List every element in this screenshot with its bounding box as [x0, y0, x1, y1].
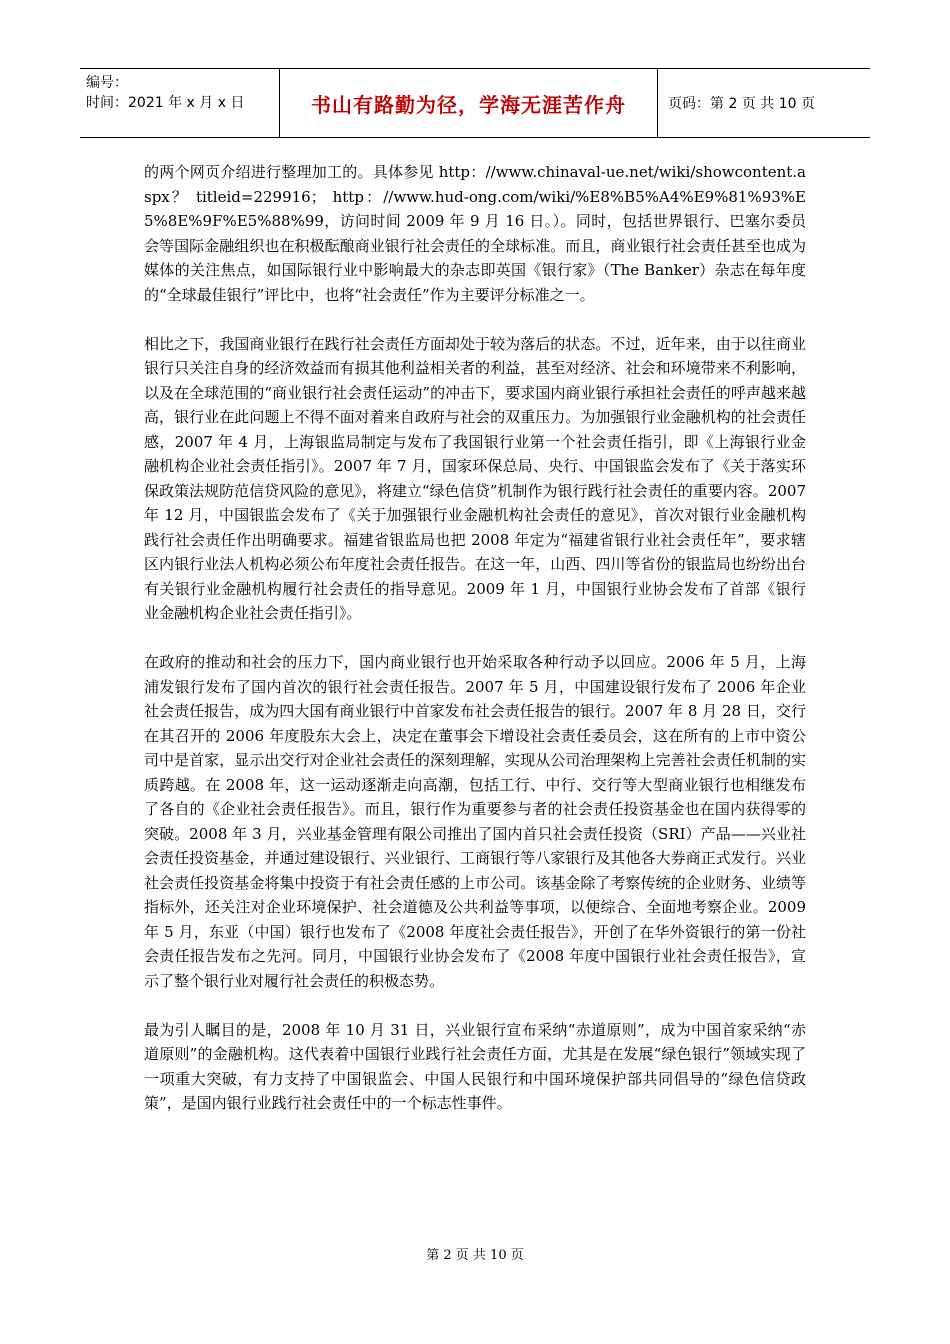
- paragraph: 相比之下，我国商业银行在践行社会责任方面却处于较为落后的状态。不过，近年来，由于以往商业银行只关注自身的经济效益而有损其他利益相关者的利益，甚至对经济、社会和环境带来不利影响，以及在全球范围的“商业银行社会责任运动”的冲击下，要求国内商业银行承担社会责任的呼声越来越高，银行业在此问题上不得不面对着来自政府与社会的双重压力。为加强银行业金融机构的社会责任感，2007 年 4 月，上海银监局制定与发布了我国银行业第一个社会责任指引，即《上海银行业金融机构企业社会责任指引》。2007 年 7 月，国家环保总局、央行、中国银监会发布了《关于落实环保政策法规防范信贷风险的意见》，将建立“绿色信贷”机制作为银行践行社会责任的重要内容。2007 年 12 月，中国银监会发布了《关于加强银行业金融机构社会责任的意见》，首次对银行业金融机构践行社会责任作出明确要求。福建省银监局也把 2008 年定为“福建省银行业社会责任年”，要求辖区内银行业法人机构必须公布年度社会责任报告。在这一年，山西、四川等省份的银监局也纷纷出台有关银行业金融机构履行社会责任的指导意见。2009 年 1 月，中国银行业协会发布了首部《银行业金融机构企业社会责任指引》。: [144, 334, 806, 622]
- paragraph: 最为引人瞩目的是，2008 年 10 月 31 日，兴业银行宣布采纳“赤道原则”，成为中国首家采纳“赤道原则”的金融机构。这代表着中国银行业践行社会责任方面，尤其是在发展“绿色银行”领域实现了一项重大突破，有力支持了中国银监会、中国人民银行和中国环境保护部共同倡导的“绿色信贷政策”，是国内银行业践行社会责任中的一个标志性事件。: [144, 1020, 806, 1112]
- header-meta: [80, 69, 280, 137]
- page-footer: 第 2 页 共 10 页: [426, 1248, 524, 1263]
- header-page-info: 页码：第 2 页 共 10 页: [668, 96, 815, 112]
- paragraph: 在政府的推动和社会的压力下，国内商业银行也开始采取各种行动予以回应。2006 年 5 月，上海浦发银行发布了国内首次的银行社会责任报告。2007 年 5 月，中国建设银行发布了 2006 年企业社会责任报告，成为四大国有商业银行中首家发布社会责任报告的银行。2007 年 8 月 28 日，交行在其召开的 2006 年度股东大会上，决定在董事会下增设社会责任委员会，这在所有的上市中资公司中是首家，显示出交行对企业社会责任的深刻理解，实现从公司治理架构上完善社会责任机制的实质跨越。在 2008 年，这一运动逐渐走向高潮，包括工行、中行、交行等大型商业银行也相继发布了各自的《企业社会责任报告》。而且，银行作为重要参与者的社会责任投资基金也在国内获得零的突破。2008 年 3 月，兴业基金管理有限公司推出了国内首只社会责任投资（SRI）产品——兴业社会责任投资基金，并通过建设银行、兴业银行、工商银行等八家银行及其他各大券商正式发行。兴业社会责任投资基金将集中投资于有社会责任感的上市公司。该基金除了考察传统的企业财务、业绩等指标外，还关注对企业环境保护、社会道德及公共利益等事项，以便综合、全面地考察企业。2009 年 5 月，东亚（中国）银行也发布了《2008 年度社会责任报告》，开创了在华外资银行的第一份社会责任报告发布之先河。同月，中国银行业协会发布了《2008 年度中国银行业社会责任报告》，宣示了整个银行业对履行社会责任的积极态势。: [144, 653, 806, 990]
- header-motto: 书山有路勤为径，学海无涯苦作舟: [280, 69, 658, 137]
- code-label: 编号：: [86, 75, 128, 91]
- document-body: [144, 160, 806, 1140]
- page-header: [80, 68, 870, 138]
- paragraph: 的两个网页介绍进行整理加工的。具体参见 http：//www.chinaval-ue.net/wiki/showcontent.aspx？ titleid=229916； http：//www.hud-ong.com/wiki/%E8%B5%A4%E9%81%93%E5%8E%9F%E5%88%99，访问时间 2009 年 9 月 16 日。）。同时，包括世界银行、巴塞尔委员会等国际金融组织也在积极酝酿商业银行社会责任的全球标准。而且，商业银行社会责任甚至也成为媒体的关注焦点，如国际银行业中影响最大的杂志即英国《银行家》（The Banker）杂志在每年度的“全球最佳银行”评比中，也将“社会责任”作为主要评分标准之一。: [144, 163, 806, 304]
- date-label: 时间：2021 年 x 月 x 日: [86, 95, 245, 111]
